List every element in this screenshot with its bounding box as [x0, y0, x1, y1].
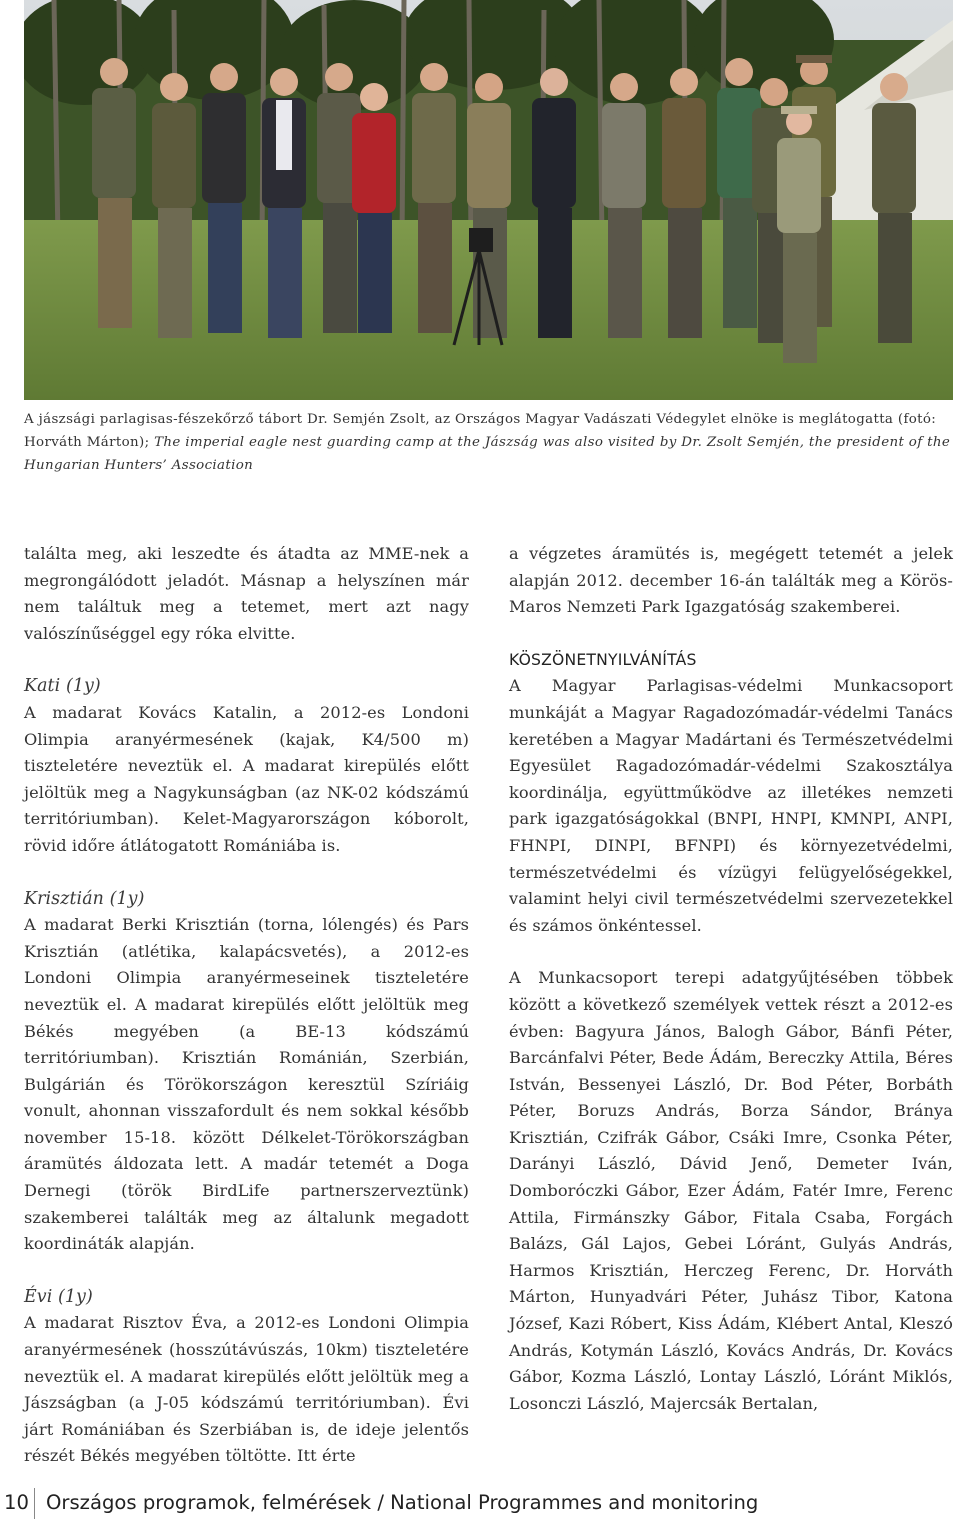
section-text-evi: A madarat Risztov Éva, a 2012-es Londoni Olimpia aranyérmesének (hosszútávúszás, 10km) tiszteletére neveztük el. A madarat kirepülés előtt jelöltük meg a Jászságban (a J-05 kódszámú territóriumban). Évi járt Romániában és Szerbiában is, de ideje jelentős részét Békés megyében töltötte. Itt érte — [24, 1313, 469, 1466]
page-footer — [0, 1488, 960, 1519]
left-column — [24, 541, 469, 1470]
section-heading-kati: Kati (1y) — [24, 676, 101, 697]
group-photo-illustration — [24, 0, 953, 400]
acknowledgements-paragraph: A Magyar Parlagisas-védelmi Munkacsoport munkáját a Magyar Ragadozómadár-védelmi Tanács keretében a Magyar Madártani és Természetvédelmi Egyesület Ragadozómadár-védelmi Szakosztálya koordinálja, együttműködve az illetékes nemzeti park igazgatóságokkal (BNPI, HNPI, KMNPI, ANPI, FHNPI, DINPI, BFNPI) és környezetvédelmi, természetvédelmi és vízügyi felügyelőségekkel, valamint helyi civil természetvédelmi szervezetekkel és számos önkéntessel. — [509, 676, 953, 935]
group-photo — [24, 0, 953, 400]
section-text-kati: A madarat Kovács Katalin, a 2012-es Londoni Olimpia aranyérmesének (kajak, K4/500 m) tiszteletére neveztük el. A madarat kirepülés előtt jelöltük meg a Nagykunságban (az NK-02 kódszámú territóriumban). Kelet-Magyarországon kóborolt, rövid időre átlátogatott Romániába is. — [24, 702, 469, 855]
section-heading-krisztian: Krisztián (1y) — [24, 888, 145, 909]
caption-hungarian: A jászsági parlagisas-fészekőrző tábort Dr. Semjén Zsolt, az Országos Magyar Vadászati Védegylet elnöke is meglátogatta (fotó: Horváth Márton); — [24, 412, 937, 450]
section-text-krisztian: A madarat Berki Krisztián (torna, lólengés) és Pars Krisztián (atlétika, kalapácsvetés), a 2012-es Londoni Olimpia aranyérmeseinek tiszteletére neveztük el. A madarat kirepülés előtt jelöltük meg Békés megyében (a BE-13 kódszámú territóriumban). Krisztián Románián, Szerbián, Bulgárián és Törökországon keresztül Szíriáig vonult, ahonnan visszafordult és nem sokkal később november 15-18. között Délkelet-Törökországban áramütés áldozata lett. A madár tetemét a Doga Dernegi (török BirdLife partnerszerveztünk) szakemberei találták meg az általunk megadott koordináták alapján. — [24, 915, 469, 1254]
running-title: Országos programok, felmérések / National Programmes and monitoring — [46, 1491, 759, 1514]
participants-paragraph: A Munkacsoport terepi adatgyűjtésében többek között a következő személyek vettek részt a 2012-es évben: Bagyura János, Balogh Gábor, Bánfi Péter, Barcánfalvi Péter, Bede Ádám, Bereczky Attila, Béres István, Bessenyei László, Dr. Bod Péter, Borbáth Péter, Boruzs András, Borza Sándor, Bránya Krisztián, Czifrák Gábor, Csáki Imre, Csonka Péter, Darányi László, Dávid Jenő, Demeter Iván, Domboróczki Gábor, Ezer Ádám, Fatér Imre, Ferenc Attila, Firmánszky Gábor, Fitala Csaba, Forgách Balázs, Gál Lajos, Gebei Lóránt, Gulyás András, Harmos Krisztián, Herczeg Ferenc, Dr. Horváth Márton, Hunyadvári Péter, Juhász Tibor, Katona József, Kazi Róbert, Kiss Ádám, Klébert Antal, Kleszó András, Kotymán László, Kovács András, Dr. Kovács Gábor, Kozma László, Lontay László, Lóránt Miklós, Losonczi László, Majercsák Bertalan, — [509, 968, 953, 1413]
section-heading-evi: Évi (1y) — [24, 1286, 93, 1307]
right-intro-paragraph: a végzetes áramütés is, megégett tetemét a jelek alapján 2012. december 16-án találták meg a Körös-Maros Nemzeti Park Igazgatóság szakemberei. — [509, 544, 953, 617]
acknowledgements-heading: KÖSZÖNETNYILVÁNÍTÁS — [509, 650, 697, 669]
caption-english: The imperial eagle nest guarding camp at the Jászság was also visited by Dr. Zsolt Semjén, the president of the Hungarian Hunters’ Association — [24, 435, 951, 473]
photo-caption — [24, 408, 953, 477]
page-number: 10 — [4, 1491, 29, 1514]
footer-divider — [34, 1488, 35, 1519]
left-intro-paragraph: találta meg, aki leszedte és átadta az MME-nek a megrongálódott jeladót. Másnap a helyszínen már nem találtuk meg a tetemet, mert azt nagy valószínűséggel egy róka elvitte. — [24, 544, 469, 643]
right-column — [509, 541, 953, 1417]
